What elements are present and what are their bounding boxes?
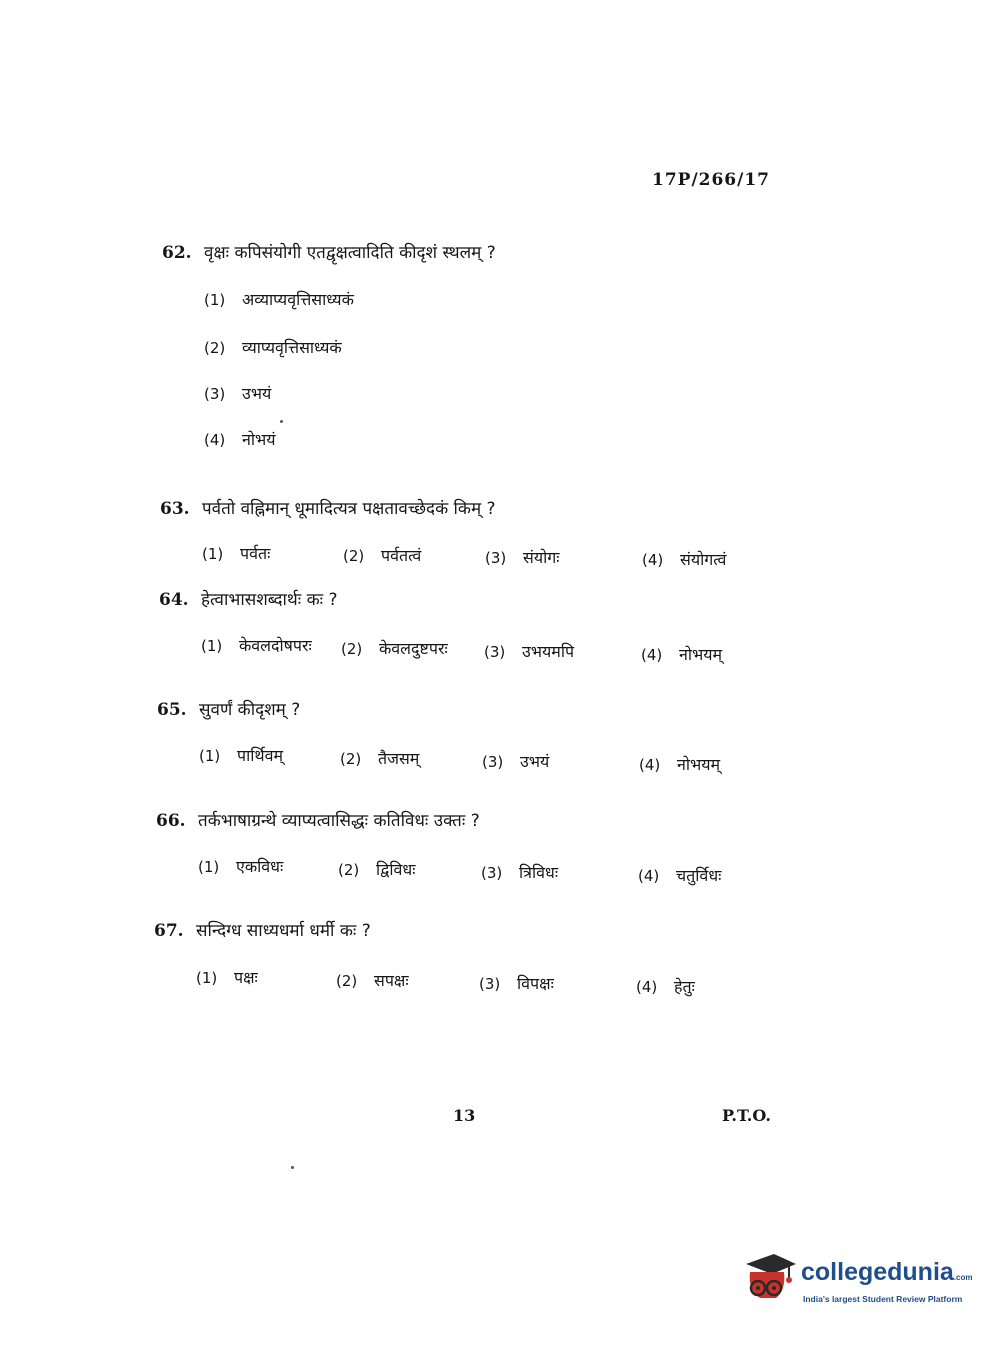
paper-code: 17P/266/17 xyxy=(652,170,771,190)
option-text: व्याप्यवृत्तिसाध्यकं xyxy=(242,338,342,357)
option-63-2 xyxy=(343,544,421,566)
option-number: (2) xyxy=(341,640,363,658)
option-62-4 xyxy=(204,428,276,450)
option-number: (3) xyxy=(204,385,226,403)
option-66-1 xyxy=(198,855,283,877)
question-66 xyxy=(156,808,480,831)
option-number: (2) xyxy=(340,750,362,768)
option-65-3 xyxy=(482,750,549,772)
option-65-2 xyxy=(340,747,419,769)
question-62 xyxy=(162,240,496,263)
logo-wordmark xyxy=(801,1258,972,1287)
question-number: 67. xyxy=(154,921,184,941)
option-text: केवलदोषपरः xyxy=(239,636,312,655)
option-text: पर्वतत्वं xyxy=(381,546,422,565)
option-number: (3) xyxy=(484,643,506,661)
option-number: (3) xyxy=(479,975,501,993)
option-number: (1) xyxy=(196,969,218,987)
question-64 xyxy=(159,587,338,610)
scan-speck xyxy=(280,420,283,423)
question-text: सुवर्णं कीदृशम् ? xyxy=(199,700,301,720)
page-number: 13 xyxy=(453,1106,476,1125)
option-67-2 xyxy=(336,969,409,991)
option-text: नोभयं xyxy=(242,430,276,449)
option-64-4 xyxy=(641,643,722,665)
option-number: (1) xyxy=(204,291,226,309)
question-63 xyxy=(160,496,496,519)
option-number: (4) xyxy=(639,756,661,774)
option-text: संयोगः xyxy=(523,548,560,567)
option-67-4 xyxy=(636,975,695,997)
option-67-1 xyxy=(196,966,258,988)
option-65-1 xyxy=(199,744,283,766)
option-63-1 xyxy=(202,542,270,564)
option-64-2 xyxy=(341,637,448,659)
question-number: 66. xyxy=(156,811,186,831)
question-text: तर्कभाषाग्रन्थे व्याप्यत्वासिद्धः कतिविधः उक्तः ? xyxy=(198,811,480,831)
question-number: 65. xyxy=(157,700,187,720)
option-text: उभयं xyxy=(242,384,272,403)
option-text: पर्वतः xyxy=(240,544,271,563)
option-number: (1) xyxy=(198,858,220,876)
option-62-3 xyxy=(204,382,271,404)
option-63-3 xyxy=(485,546,559,568)
question-number: 64. xyxy=(159,590,189,610)
question-number: 63. xyxy=(160,499,190,519)
option-62-1 xyxy=(204,288,354,310)
option-number: (3) xyxy=(485,549,507,567)
option-number: (1) xyxy=(199,747,221,765)
option-text: केवलदुष्टपरः xyxy=(379,639,448,658)
scan-speck xyxy=(291,1166,294,1169)
option-text: संयोगत्वं xyxy=(680,550,727,569)
logo-tagline: India's largest Student Review Platform xyxy=(803,1294,963,1304)
option-text: नोभयम् xyxy=(679,645,723,664)
collegedunia-logo xyxy=(740,1250,972,1314)
option-text: नोभयम् xyxy=(677,755,721,774)
question-text: पर्वतो वह्निमान् धूमादित्यत्र पक्षतावच्छेदकं किम् ? xyxy=(202,499,496,519)
option-text: पक्षः xyxy=(234,968,258,987)
option-number: (3) xyxy=(481,864,503,882)
option-64-1 xyxy=(201,634,312,656)
mascot-icon xyxy=(740,1250,800,1314)
option-62-2 xyxy=(204,336,342,358)
option-66-4 xyxy=(638,864,721,886)
option-text: तैजसम् xyxy=(378,749,420,768)
option-number: (4) xyxy=(642,551,664,569)
question-65 xyxy=(157,697,300,720)
option-number: (4) xyxy=(636,978,658,996)
option-text: पार्थिवम् xyxy=(237,746,284,765)
option-65-4 xyxy=(639,753,720,775)
option-text: उभयं xyxy=(520,752,550,771)
option-number: (4) xyxy=(204,431,226,449)
question-text: हेत्वाभासशब्दार्थः कः ? xyxy=(201,590,338,610)
option-66-2 xyxy=(338,858,415,880)
option-number: (2) xyxy=(338,861,360,879)
logo-dot-com: .com xyxy=(953,1273,973,1282)
option-text: एकविधः xyxy=(236,857,284,876)
question-text: वृक्षः कपिसंयोगी एतद्वृक्षत्वादिति कीदृशं स्थलम् ? xyxy=(204,243,496,263)
option-64-3 xyxy=(484,640,574,662)
option-text: द्विविधः xyxy=(376,860,416,879)
option-text: विपक्षः xyxy=(517,974,554,993)
pto-label: P.T.O. xyxy=(722,1106,771,1125)
option-number: (2) xyxy=(343,547,365,565)
option-number: (3) xyxy=(482,753,504,771)
logo-name: collegedunia xyxy=(801,1258,954,1286)
question-text: सन्दिग्ध साध्यधर्मा धर्मी कः ? xyxy=(196,921,371,941)
option-text: सपक्षः xyxy=(374,971,409,990)
option-66-3 xyxy=(481,861,558,883)
option-text: उभयमपि xyxy=(522,642,575,661)
option-number: (2) xyxy=(204,339,226,357)
option-text: हेतुः xyxy=(674,977,695,996)
option-text: चतुर्विधः xyxy=(676,866,722,885)
question-67 xyxy=(154,918,371,941)
option-text: अव्याप्यवृत्तिसाध्यकं xyxy=(242,290,354,309)
option-number: (4) xyxy=(641,646,663,664)
option-number: (4) xyxy=(638,867,660,885)
option-number: (2) xyxy=(336,972,358,990)
option-63-4 xyxy=(642,548,726,570)
option-number: (1) xyxy=(202,545,224,563)
question-number: 62. xyxy=(162,243,192,263)
option-67-3 xyxy=(479,972,554,994)
option-number: (1) xyxy=(201,637,223,655)
option-text: त्रिविधः xyxy=(519,863,559,882)
